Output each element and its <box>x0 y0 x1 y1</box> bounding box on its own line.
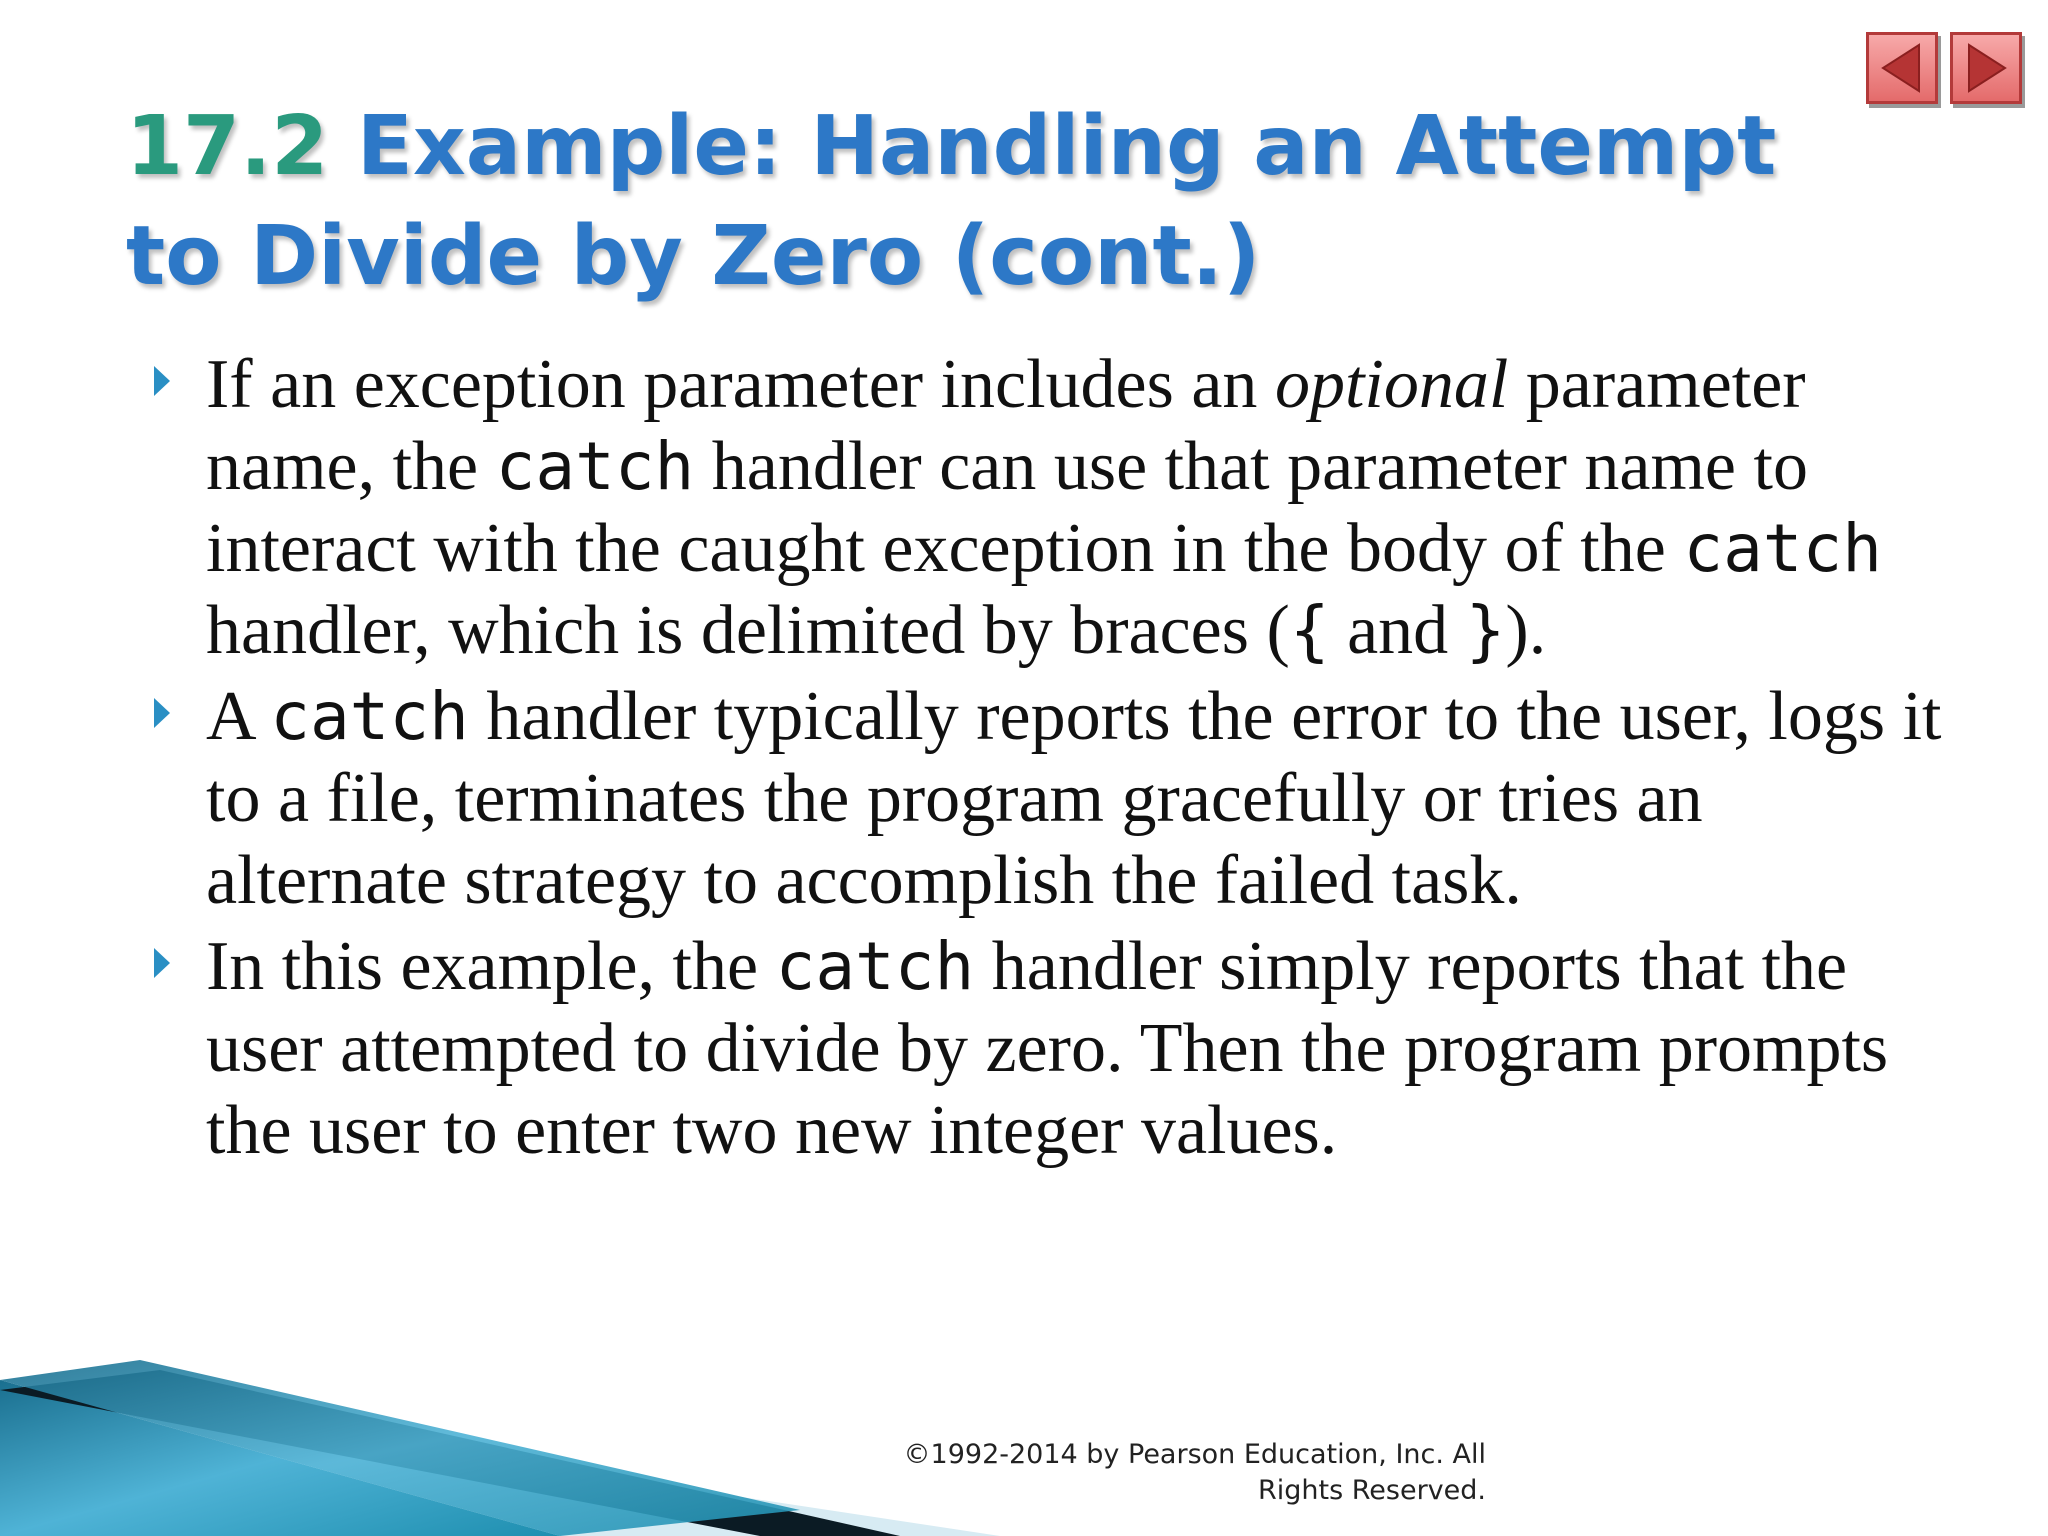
bullet-item <box>150 344 1950 672</box>
triangle-bullet-icon <box>152 696 172 730</box>
bullet-text: In this example, the <box>206 928 776 1005</box>
bullet-text: handler can use that parameter name to interact with the caught exception in the body of the <box>206 428 1808 587</box>
copyright-line-2: Rights Reserved. <box>1258 1475 1486 1506</box>
code-keyword: catch <box>270 678 469 755</box>
copyright-notice <box>880 1437 1486 1509</box>
triangle-left-icon <box>1869 35 1935 101</box>
code-keyword: catch <box>775 928 975 1005</box>
code-keyword: { <box>1289 592 1330 669</box>
bullet-text: handler, which is delimited by braces ( <box>206 592 1290 669</box>
code-keyword: catch <box>1683 510 1883 587</box>
previous-slide-button[interactable] <box>1866 32 1938 104</box>
bullet-text: If an exception parameter includes an <box>206 346 1275 423</box>
triangle-right-icon <box>1953 35 2019 101</box>
bullet-text: ). <box>1505 592 1547 669</box>
bullet-text: parameter name, the <box>206 346 1806 505</box>
bullet-item <box>150 676 1950 922</box>
code-keyword: } <box>1465 592 1506 669</box>
next-slide-button[interactable] <box>1950 32 2022 104</box>
slide-title <box>126 92 1826 312</box>
bullet-text: A <box>206 678 271 755</box>
bullet-text: handler typically reports the error to the user, logs it to a file, terminates the program gracefully or tries an alternate strategy to accomplish the failed task. <box>206 678 1942 919</box>
code-keyword: catch <box>495 428 695 505</box>
bullet-item <box>150 926 1950 1172</box>
triangle-bullet-icon <box>152 364 172 398</box>
bullet-text: and <box>1329 592 1466 669</box>
section-number: 17.2 <box>126 99 329 194</box>
bullet-text: optional <box>1274 346 1509 423</box>
triangle-bullet-icon <box>152 946 172 980</box>
title-text: Example: Handling an Attempt to Divide by Zero (cont.) <box>126 99 1777 304</box>
bullet-text: handler simply reports that the user attempted to divide by zero. Then the program prompts the user to enter two new integer values. <box>206 928 1889 1169</box>
bullet-list <box>150 344 1950 1176</box>
copyright-line-1: ©1992-2014 by Pearson Education, Inc. All <box>903 1439 1486 1470</box>
